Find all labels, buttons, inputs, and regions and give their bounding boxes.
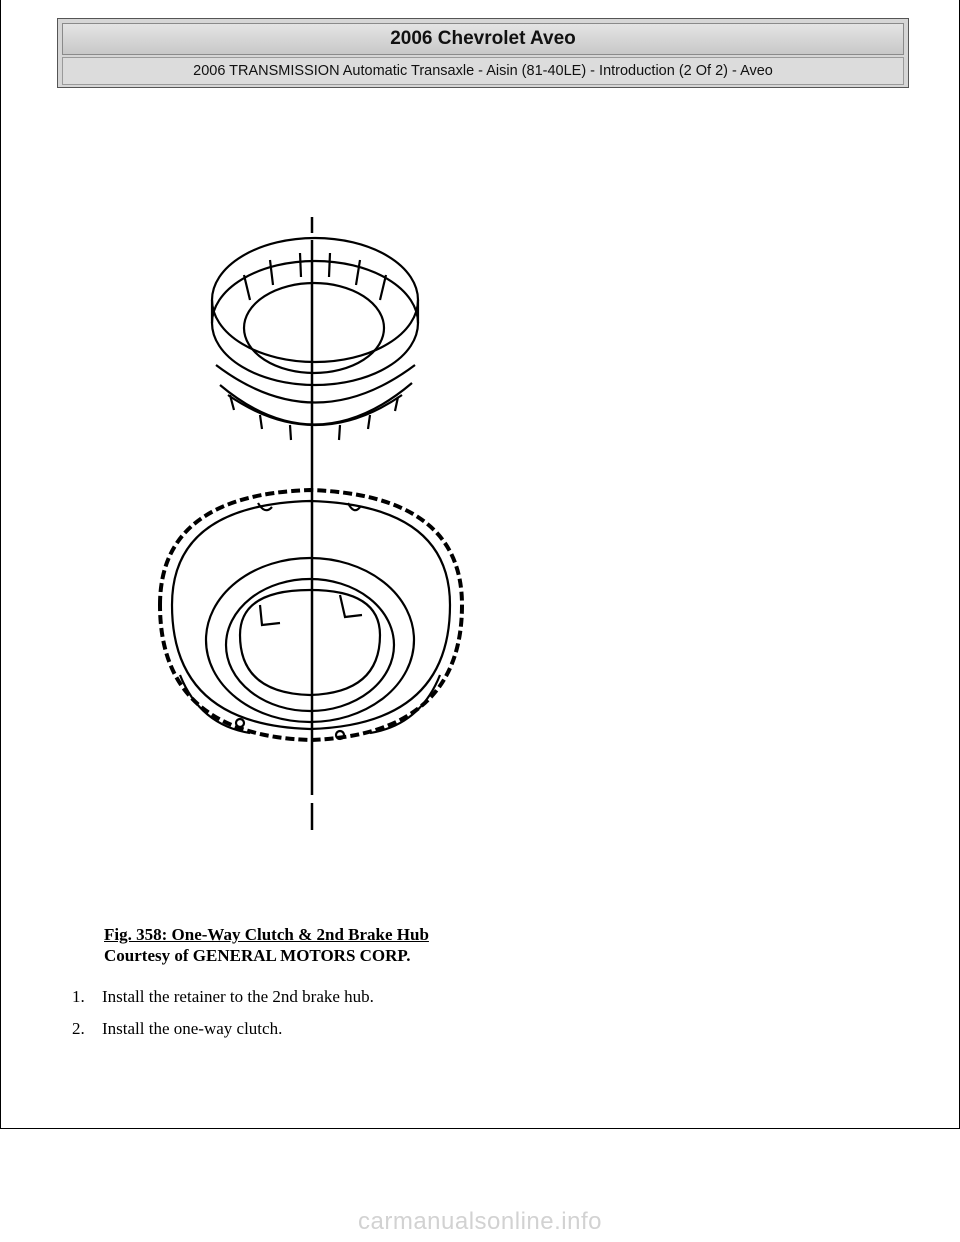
step-text: Install the retainer to the 2nd brake hub. (102, 987, 374, 1006)
figure-caption (104, 924, 429, 966)
figure-title: Fig. 358: One-Way Clutch & 2nd Brake Hub (104, 925, 429, 944)
instruction-list (72, 986, 374, 1050)
instruction-step (72, 986, 374, 1007)
document-subtitle: 2006 TRANSMISSION Automatic Transaxle - Aisin (81-40LE) - Introduction (2 Of 2) - Aveo (62, 57, 904, 85)
clutch-hub-illustration (140, 205, 480, 845)
step-number: 2. (72, 1019, 85, 1038)
step-number: 1. (72, 987, 85, 1006)
document-title: 2006 Chevrolet Aveo (62, 23, 904, 55)
document-header (57, 18, 909, 88)
one-way-clutch-drawing (212, 238, 418, 440)
step-text: Install the one-way clutch. (102, 1019, 283, 1038)
figure-courtesy: Courtesy of GENERAL MOTORS CORP. (104, 946, 411, 965)
instruction-step (72, 1018, 374, 1039)
watermark: carmanualsonline.info (358, 1208, 602, 1235)
